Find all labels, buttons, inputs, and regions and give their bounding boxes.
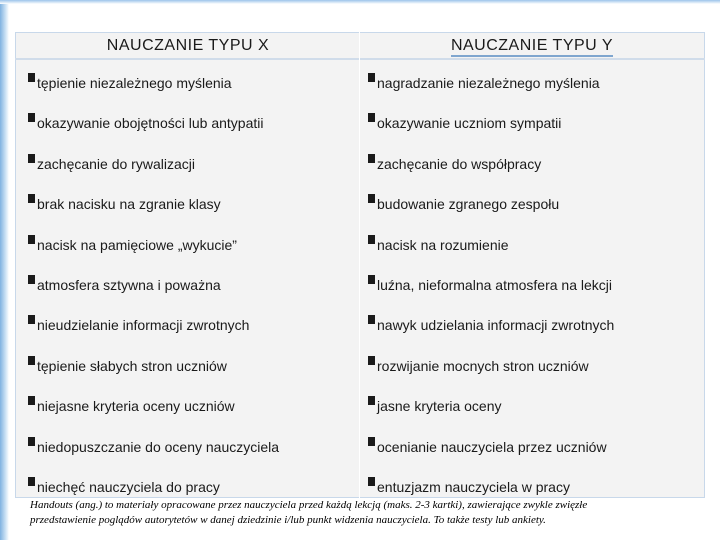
column-header-type-y-label: NAUCZANIE TYPU Y bbox=[451, 37, 613, 57]
list-item-left bbox=[28, 72, 232, 94]
list-item-right bbox=[368, 395, 502, 417]
list-item-text: rozwijanie mocnych stron uczniów bbox=[377, 357, 589, 374]
list-item-text: okazywanie obojętności lub antypatii bbox=[37, 115, 264, 132]
list-item-left bbox=[28, 153, 195, 175]
square-bullet-icon bbox=[368, 437, 375, 446]
list-item-right bbox=[368, 193, 559, 215]
square-bullet-icon bbox=[368, 477, 375, 486]
list-item-text: niedopuszczanie do oceny nauczyciela bbox=[37, 438, 280, 455]
list-item-text: zachęcanie do rywalizacji bbox=[37, 155, 195, 172]
list-item-text: brak nacisku na zgranie klasy bbox=[37, 196, 221, 213]
square-bullet-icon bbox=[28, 275, 35, 284]
column-divider bbox=[359, 32, 360, 498]
list-item-right bbox=[368, 355, 589, 377]
square-bullet-icon bbox=[368, 235, 375, 244]
list-item-text: tępienie niezależnego myślenia bbox=[37, 75, 232, 91]
list-item-left bbox=[28, 234, 237, 256]
footnote-line-2: przedstawienie poglądów autorytetów w danej dziedzinie i/lub punkt widzenia nauczyciela. To także testy lub ankiety. bbox=[30, 514, 546, 526]
square-bullet-icon bbox=[368, 356, 375, 365]
list-item-left bbox=[28, 355, 227, 377]
square-bullet-icon bbox=[28, 194, 35, 203]
list-item-left bbox=[28, 314, 249, 336]
list-item-left bbox=[28, 193, 221, 215]
square-bullet-icon bbox=[28, 356, 35, 365]
square-bullet-icon bbox=[28, 113, 35, 122]
list-item-text: nawyk udzielania informacji zwrotnych bbox=[377, 317, 615, 334]
list-item-right bbox=[368, 314, 614, 336]
list-item-text: jasne kryteria oceny bbox=[377, 398, 502, 415]
list-item-text: nagradzanie niezależnego myślenia bbox=[377, 75, 600, 91]
list-item-right bbox=[368, 234, 509, 256]
square-bullet-icon bbox=[368, 275, 375, 284]
list-item-text: ocenianie nauczyciela przez uczniów bbox=[377, 438, 607, 455]
list-item-text: niejasne kryteria oceny uczniów bbox=[37, 398, 235, 415]
column-header-type-x: NAUCZANIE TYPU X bbox=[106, 37, 270, 54]
list-item-right bbox=[368, 436, 607, 458]
comparison-table bbox=[15, 32, 705, 498]
footnote-line-1: Handouts (ang.) to materiały opracowane przez nauczyciela przed każdą lekcją (maks. 2-3 kartki), zawierające zwykle zwięzłe bbox=[30, 499, 588, 511]
square-bullet-icon bbox=[368, 73, 375, 82]
list-item-text: okazywanie uczniom sympatii bbox=[377, 115, 562, 132]
slide-left-border bbox=[0, 0, 9, 540]
list-item-left bbox=[28, 476, 220, 498]
list-item-left bbox=[28, 274, 221, 296]
square-bullet-icon bbox=[368, 315, 375, 324]
footnote bbox=[30, 498, 690, 528]
list-item-text: zachęcanie do współpracy bbox=[377, 155, 542, 172]
list-item-text: nacisk na pamięciowe „wykucie” bbox=[37, 236, 237, 253]
list-item-right bbox=[368, 476, 570, 498]
list-item-right bbox=[368, 112, 561, 134]
column-header-type-y bbox=[362, 34, 702, 58]
list-item-text: niechęć nauczyciela do pracy bbox=[37, 479, 220, 495]
list-item-left bbox=[28, 112, 263, 134]
square-bullet-icon bbox=[368, 154, 375, 163]
list-item-left bbox=[28, 395, 235, 417]
square-bullet-icon bbox=[28, 477, 35, 486]
square-bullet-icon bbox=[28, 315, 35, 324]
list-item-text: atmosfera sztywna i poważna bbox=[37, 277, 221, 293]
square-bullet-icon bbox=[28, 235, 35, 244]
list-item-left bbox=[28, 436, 279, 458]
square-bullet-icon bbox=[28, 437, 35, 446]
square-bullet-icon bbox=[368, 194, 375, 203]
square-bullet-icon bbox=[28, 154, 35, 163]
square-bullet-icon bbox=[28, 73, 35, 82]
square-bullet-icon bbox=[368, 113, 375, 122]
list-item-text: luźna, nieformalna atmosfera na lekcji bbox=[377, 277, 613, 293]
slide-top-border bbox=[0, 0, 720, 4]
list-item-text: budowanie zgranego zespołu bbox=[377, 196, 560, 213]
list-item-right bbox=[368, 153, 541, 175]
list-item-text: entuzjazm nauczyciela w pracy bbox=[377, 479, 570, 495]
list-item-text: nieudzielanie informacji zwrotnych bbox=[37, 317, 250, 334]
list-item-right bbox=[368, 274, 612, 296]
list-item-right bbox=[368, 72, 600, 94]
square-bullet-icon bbox=[28, 396, 35, 405]
square-bullet-icon bbox=[368, 396, 375, 405]
list-item-text: nacisk na rozumienie bbox=[377, 236, 509, 253]
list-item-text: tępienie słabych stron uczniów bbox=[37, 357, 227, 374]
